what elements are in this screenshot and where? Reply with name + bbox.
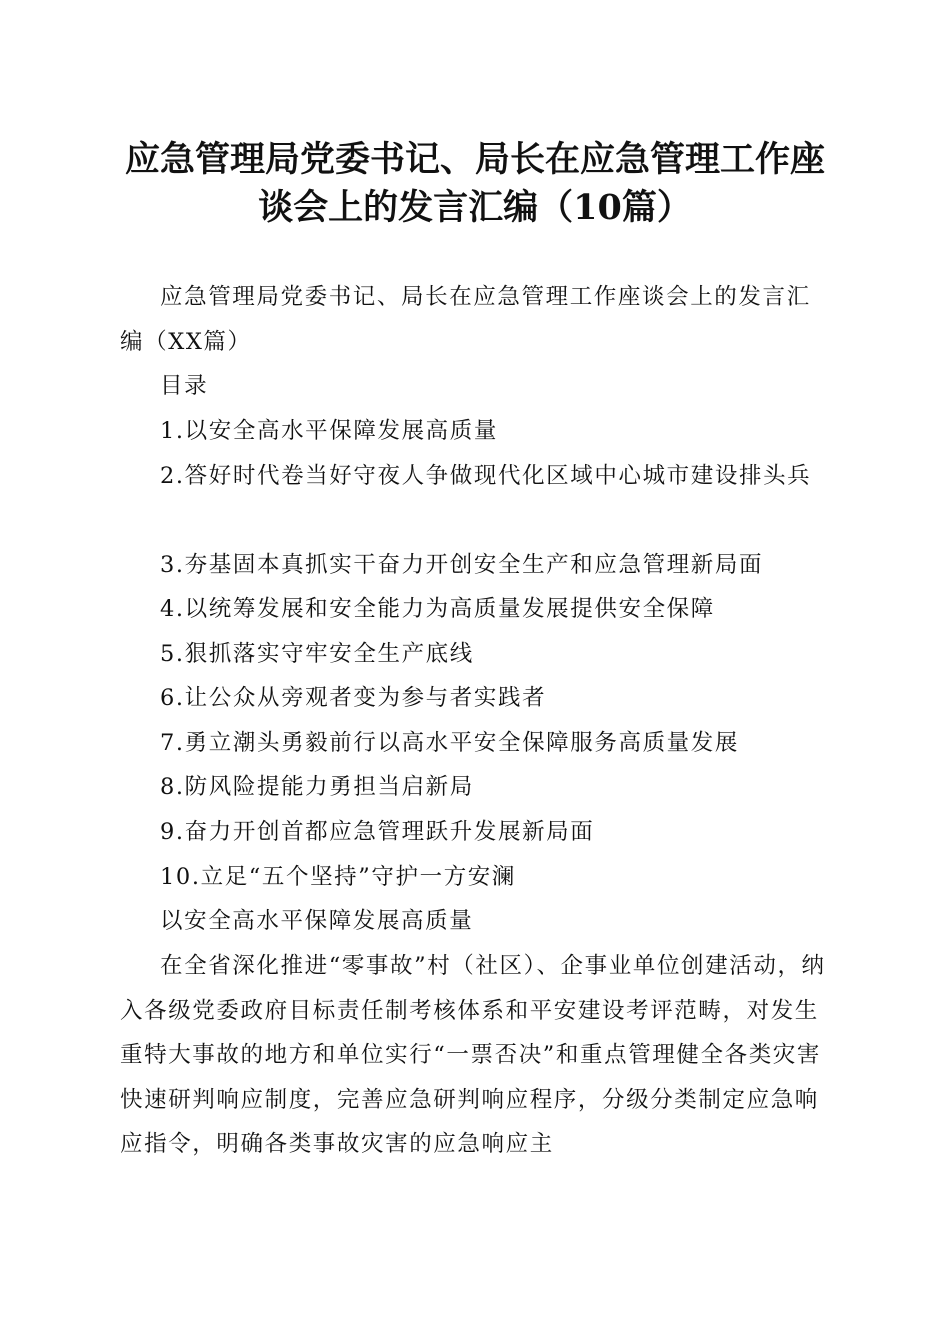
toc-heading: 目录 [160,373,209,399]
toc-item: 9.奋力开创首都应急管理跃升发展新局面 [160,819,595,845]
toc-item: 3.夯基固本真抓实干奋力开创安全生产和应急管理新局面 [160,552,764,578]
document-title-line-1: 应急管理局党委书记、局长在应急管理工作座 [124,139,825,180]
toc-item: 10.立足“五个坚持”守护一方安澜 [160,864,516,890]
toc-item: 8.防风险提能力勇担当启新局 [160,774,474,800]
document-title-line-2: 谈会上的发言汇编（10篇） [258,187,692,228]
toc-item: 7.勇立潮头勇毅前行以高水平安全保障服务高质量发展 [160,730,739,756]
toc-item: 4.以统筹发展和安全能力为高质量发展提供安全保障 [160,596,715,622]
toc-item: 6.让公众从旁观者变为参与者实践者 [160,685,547,711]
toc-item: 2.答好时代卷当好守夜人争做现代化区域中心城市建设排头兵 [160,463,812,489]
section-heading: 以安全高水平保障发展高质量 [160,908,474,934]
toc-item: 5.狠抓落实守牢安全生产底线 [160,641,474,667]
toc-item: 1.以安全高水平保障发展高质量 [160,418,498,444]
body-paragraph: 在全省深化推进“零事故”村（社区）、企事业单位创建活动，纳入各级党委政府目标责任制考核体系和平安建设考评范畴，对发生重特大事故的地方和单位实行“一票否决”和重点管理健全各类灾害快速研判响应制度，完善应急研判响应程序，分级分类制定应急响应指令，明确各类事故灾害的应急响应主 [120,953,826,1157]
intro-paragraph: 应急管理局党委书记、局长在应急管理工作座谈会上的发言汇编（XX篇） [120,284,811,355]
